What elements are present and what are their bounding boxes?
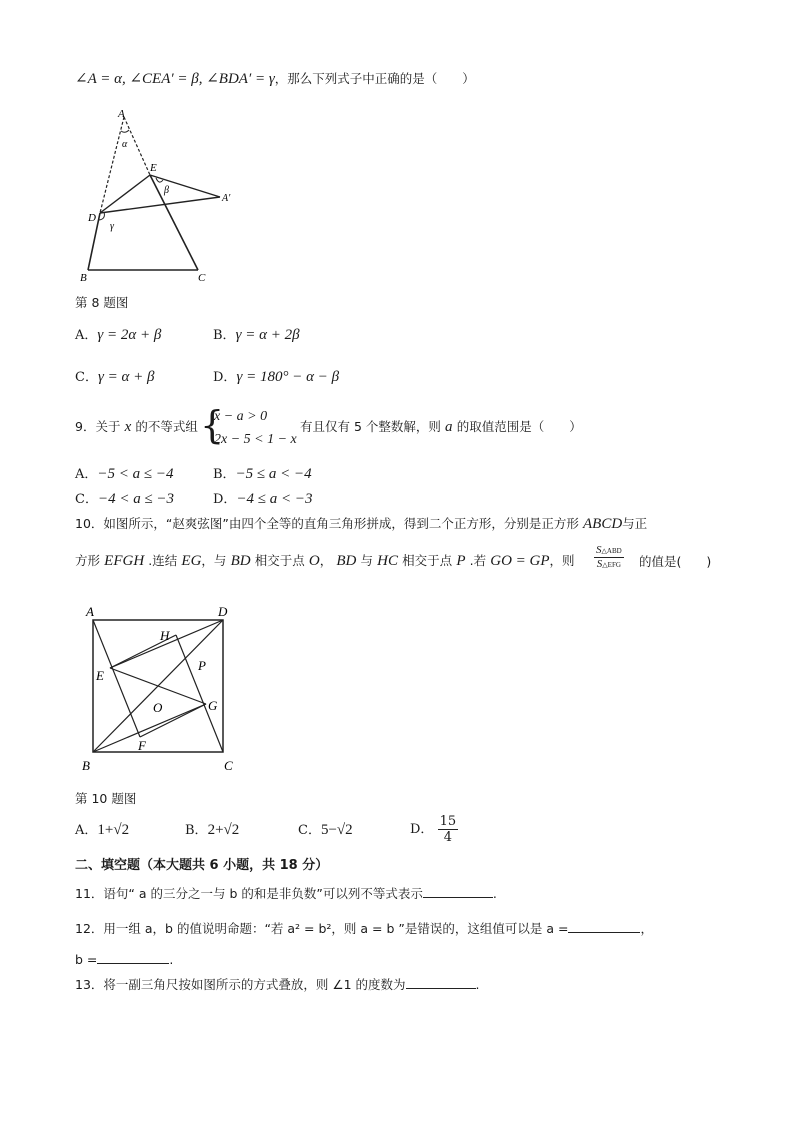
q13-answer-blank[interactable] [406,976,476,989]
q10-stem-line1: 10．如图所示，“赵爽弦图”由四个全等的直角三角形拼成，得到二个正方形，分别是正方形 ABCD与正 [75,516,648,532]
q9-option-d: D．−4 ≤ a < −3 [213,491,313,507]
q10-label-F: F [138,738,146,753]
q10-stem-line2: 方形 EFGH .连结 EG，与 BD 相交于点 O， BD 与 HC 相交于点 P .若 GO = GP，则 [75,553,575,569]
q10-label-E: E [96,668,104,683]
q8-option-a: A．γ = 2α + β [75,327,162,343]
q9-option-b: B．−5 ≤ a < −4 [213,466,312,482]
q10-line-FG [140,704,206,737]
q10-label-H: H [160,628,170,643]
q9-stem-tail: 有且仅有 5 个整数解，则 a 的取值范围是（ ） [300,419,582,435]
q10-label-P: P [198,658,206,673]
q10-label-O: O [153,700,163,715]
q8-arc-alpha [121,130,129,132]
q10-line-CH [176,635,223,752]
q10-stem-tail: 的值是( ) [639,554,712,569]
q9-option-c: C．−4 < a ≤ −3 [75,491,175,507]
q8-dashed-AD [100,117,124,213]
section2-title: 二、填空题（本大题共 6 小题，共 18 分） [75,858,329,873]
q8-option-c: C．γ = α + β [75,369,155,385]
q8-option-d: D．γ = 180° − α − β [213,369,340,385]
q8-figure [80,105,250,285]
q10-figure [78,600,253,780]
q10-option-c: C．5−√2 [298,822,353,838]
q8-caption: 第 8 题图 [75,295,129,310]
q8-label-beta: β [164,185,169,196]
q8-label-A: A [118,108,125,120]
q8-stem-text: ，那么下列式子中正确的是（ ） [274,71,475,86]
q10-line-BG [93,704,206,752]
q9-inequality-2: 2x − 5 < 1 − x [214,432,297,447]
q10-label-B: B [82,758,90,773]
q10-option-d: D． $\frac{15}{4}$ [410,814,457,845]
q8-label-A-prime: A′ [222,193,231,204]
q10-label-A: A [86,604,94,619]
q10-label-D: D [218,604,228,619]
q13: 13．将一副三角尺按如图所示的方式叠放，则 ∠1 的度数为 . [75,977,480,992]
q8-label-gamma: γ [110,221,114,232]
q10-option-b: B．2+√2 [185,822,240,838]
q11-answer-blank[interactable] [423,885,493,898]
q12-line2: b = . [75,952,174,967]
q9-stem: 9．关于 x 的不等式组 [75,419,198,435]
q11: 11．语句“ a 的三分之一与 b 的和是非负数”可以列不等式表示 . [75,886,497,901]
q8-dashed-AE [124,117,150,175]
q12-answer-blank-a[interactable] [568,920,640,933]
q10-caption: 第 10 题图 [75,791,137,806]
q8-stem-math: ∠A = α, ∠CEA′ = β, ∠BDA′ = γ [75,71,275,87]
q10-label-G: G [208,698,218,713]
q9-option-a: A．−5 < a ≤ −4 [75,466,174,482]
q12-answer-blank-b[interactable] [97,951,169,964]
q8-stem [75,72,475,87]
q8-label-D: D [88,212,96,224]
q10-option-a: A．1+√2 [75,822,130,838]
q9-system-brace: { [200,403,225,447]
q12-line1: 12．用一组 a，b 的值说明命题：“若 a² = b²，则 a = b ”是错误的，这组值可以是 a = ， [75,921,653,936]
q8-label-C: C [198,272,206,284]
q9-inequality-1: x − a > 0 [214,409,268,424]
q8-option-b: B．γ = α + 2β [213,327,300,343]
q8-label-E: E [150,162,157,174]
q8-line-EC [150,175,198,270]
q8-label-alpha: α [122,139,128,150]
q10-fraction: $\frac{\text{S△ABD}}{\text{S△EFG}}$ [596,544,622,570]
q8-line-EA' [150,175,220,197]
q8-label-B: B [80,272,87,284]
q10-label-C: C [224,758,233,773]
